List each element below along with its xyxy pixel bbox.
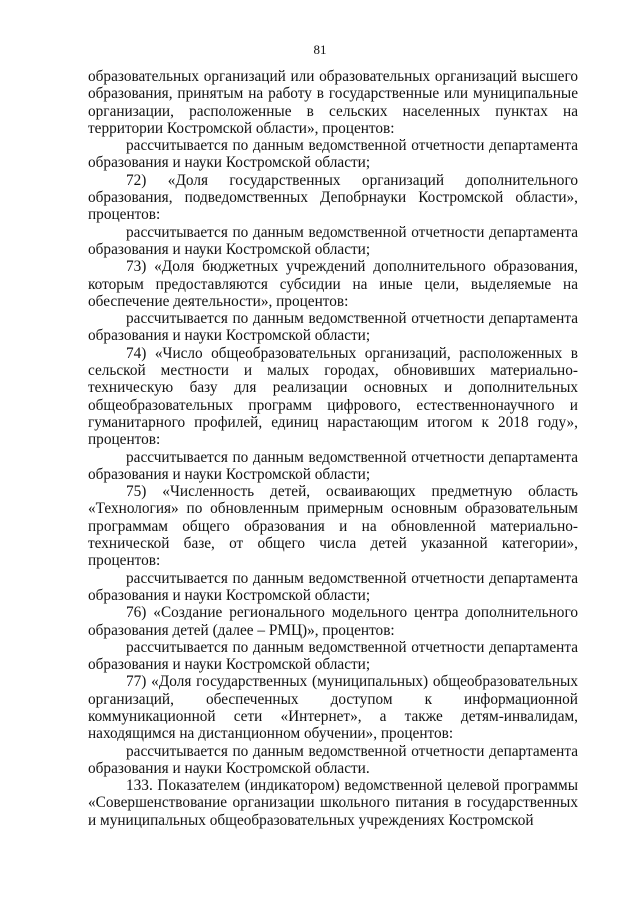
page-number: 81 — [313, 42, 327, 57]
paragraph: 133. Показателем (индикатором) ведомственной целевой программы «Совершенствование организации школьного питания в государственных и муниципальных общеобразовательных учреждениях Костромской — [88, 777, 578, 829]
paragraph: рассчитывается по данным ведомственной отчетности департамента образования и науки Костромской области; — [88, 137, 578, 172]
paragraph: рассчитывается по данным ведомственной отчетности департамента образования и науки Костромской области; — [88, 448, 578, 483]
paragraph: рассчитывается по данным ведомственной отчетности департамента образования и науки Костромской области; — [88, 223, 578, 258]
paragraph: рассчитывается по данным ведомственной отчетности департамента образования и науки Костромской области; — [88, 310, 578, 345]
paragraph: 76) «Создание регионального модельного центра дополнительного образования детей (далее – РМЦ)», процентов: — [88, 604, 578, 639]
paragraph: рассчитывается по данным ведомственной отчетности департамента образования и науки Костромской области; — [88, 638, 578, 674]
paragraph: 73) «Доля бюджетных учреждений дополнительного образования, которым предоставляются субсидии на иные цели, выделяемые на обеспечение деятельности», процентов: — [88, 258, 578, 310]
paragraph: 77) «Доля государственных (муниципальных) общеобразовательных организаций, обеспеченных доступом к информационной коммуникационной сети «Интернет», а также детям-инвалидам, находящимся на дистанционном обучении», процентов: — [88, 673, 578, 743]
paragraph: 75) «Численность детей, осваивающих предметную область «Технология» по обновленным примерным основным образовательным программам общего образования и на обновленной материально-технической базе, от общего числа детей указанной категории», процентов: — [88, 483, 578, 570]
paragraph: 74) «Число общеобразовательных организаций, расположенных в сельской местности и малых городах, обновивших материально-техническую базу для реализации основных и дополнительных общеобразовательных программ цифрового, естественнонаучного и гуманитарного профилей, единиц нарастающим итогом к 2018 году», процентов: — [88, 344, 578, 449]
document-body — [88, 68, 578, 829]
paragraph: рассчитывается по данным ведомственной отчетности департамента образования и науки Костромской области. — [88, 742, 578, 777]
paragraph: рассчитывается по данным ведомственной отчетности департамента образования и науки Костромской области; — [88, 569, 578, 604]
paragraph: 72) «Доля государственных организаций дополнительного образования, подведомственных Депобрнауки Костромской области», процентов: — [88, 171, 578, 224]
paragraph: образовательных организаций или образовательных организаций высшего образования, принятым на работу в государственные или муниципальные организации, расположенные в сельских населенных пунктах на территории Костромской области», процентов: — [88, 68, 578, 137]
